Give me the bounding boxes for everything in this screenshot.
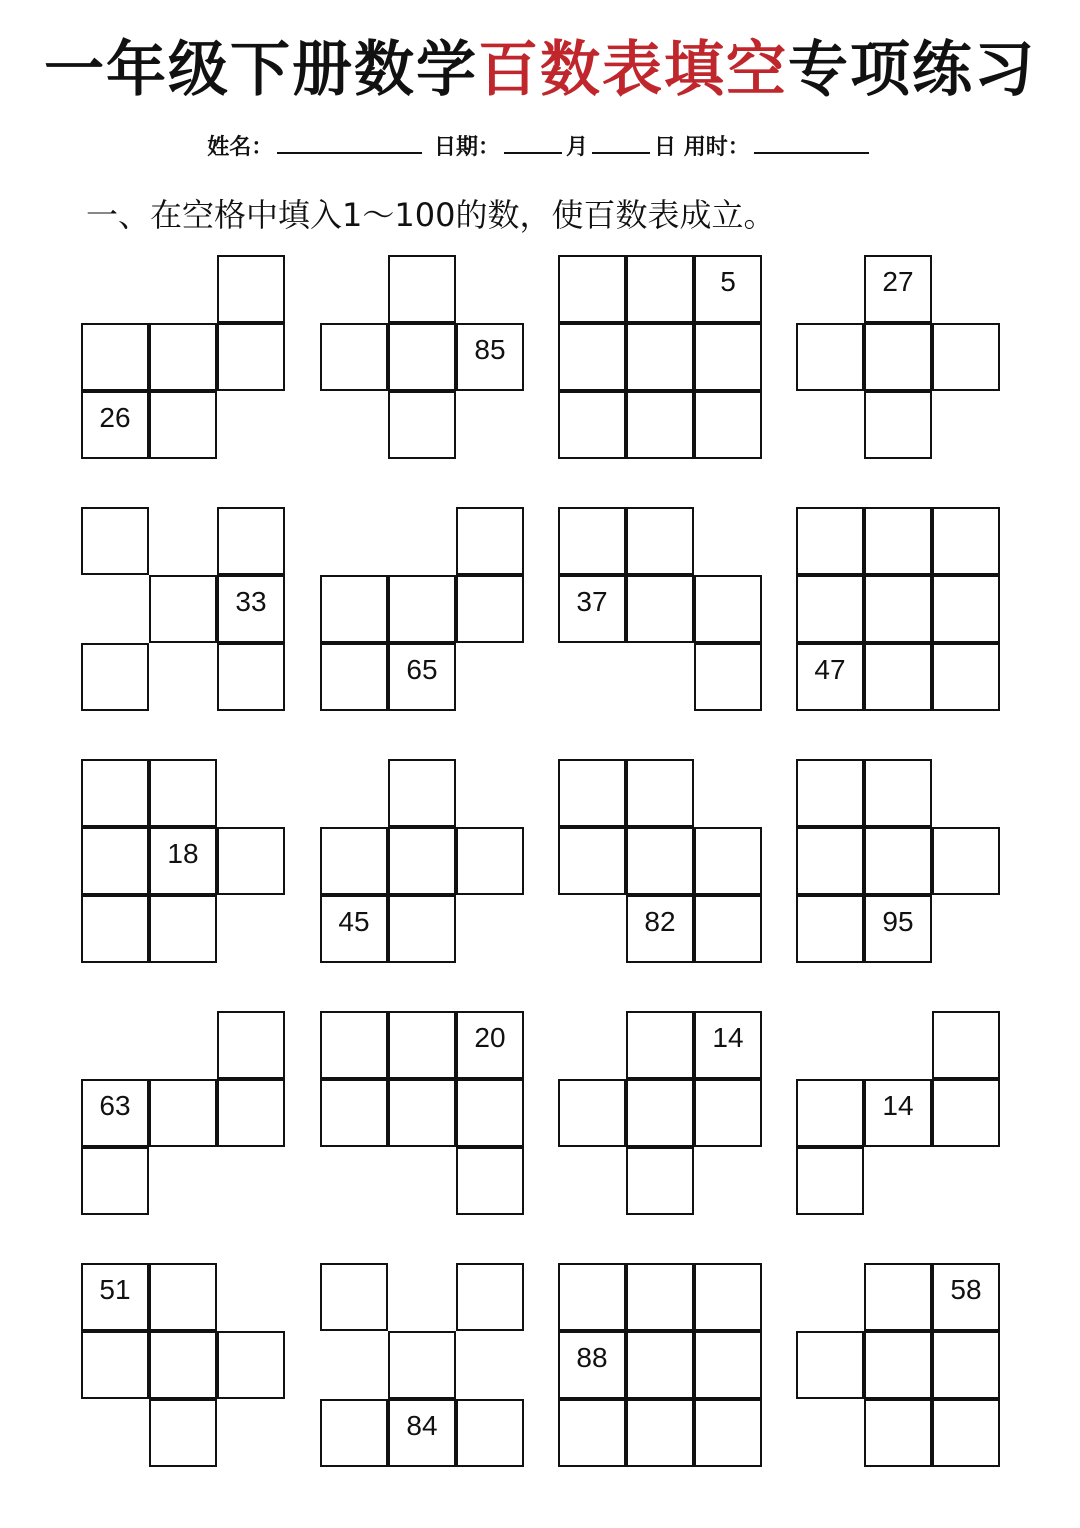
blank-cell[interactable] xyxy=(388,391,456,459)
given-number-cell xyxy=(694,1011,762,1079)
blank-cell[interactable] xyxy=(932,323,1000,391)
instruction-text: 一、在空格中填入1～100的数，使百数表成立。 xyxy=(86,196,776,234)
month-label: 月 xyxy=(565,135,588,160)
blank-cell[interactable] xyxy=(796,507,864,575)
blank-cell[interactable] xyxy=(558,507,626,575)
blank-cell[interactable] xyxy=(320,643,388,711)
blank-cell[interactable] xyxy=(217,1079,285,1147)
blank-cell[interactable] xyxy=(558,827,626,895)
cell-number: 14 xyxy=(882,1090,914,1121)
blank-cell[interactable] xyxy=(217,827,285,895)
given-number-cell xyxy=(694,255,762,323)
blank-cell[interactable] xyxy=(796,759,864,827)
given-number-cell xyxy=(864,255,932,323)
blank-cell[interactable] xyxy=(320,575,388,643)
blank-cell[interactable] xyxy=(456,827,524,895)
blank-cell[interactable] xyxy=(864,1263,932,1331)
title-part2: 专项练习 xyxy=(788,35,1036,105)
blank-cell[interactable] xyxy=(626,1079,694,1147)
cell-number: 88 xyxy=(576,1342,608,1373)
blank-cell[interactable] xyxy=(388,323,456,391)
blank-cell[interactable] xyxy=(320,1263,388,1331)
blank-cell[interactable] xyxy=(864,827,932,895)
cell-number: 58 xyxy=(950,1274,982,1305)
blank-cell[interactable] xyxy=(796,323,864,391)
blank-cell[interactable] xyxy=(932,827,1000,895)
blank-cell[interactable] xyxy=(149,1263,217,1331)
blank-cell[interactable] xyxy=(796,827,864,895)
blank-cell[interactable] xyxy=(81,1147,149,1215)
cell-number: 84 xyxy=(406,1410,438,1441)
given-number-cell xyxy=(217,575,285,643)
blank-cell[interactable] xyxy=(694,391,762,459)
blank-cell[interactable] xyxy=(626,323,694,391)
blank-cell[interactable] xyxy=(388,759,456,827)
blank-cell[interactable] xyxy=(149,895,217,963)
date-label: 日期： xyxy=(433,135,500,160)
cell-number: 20 xyxy=(474,1022,506,1053)
blank-cell[interactable] xyxy=(932,507,1000,575)
cell-number: 27 xyxy=(882,266,914,297)
cell-number: 95 xyxy=(882,906,914,937)
blank-cell[interactable] xyxy=(626,1399,694,1467)
cell-number: 82 xyxy=(644,906,676,937)
blank-cell[interactable] xyxy=(81,507,149,575)
blank-cell[interactable] xyxy=(626,1011,694,1079)
blank-cell[interactable] xyxy=(456,1079,524,1147)
title-highlight: 百数表填空 xyxy=(478,35,788,105)
blank-cell[interactable] xyxy=(694,1399,762,1467)
blank-cell[interactable] xyxy=(864,391,932,459)
blank-cell[interactable] xyxy=(320,1399,388,1467)
blank-cell[interactable] xyxy=(558,391,626,459)
blank-cell[interactable] xyxy=(864,759,932,827)
blank-cell[interactable] xyxy=(558,255,626,323)
blank-cell[interactable] xyxy=(626,391,694,459)
name-label: 姓名： xyxy=(207,135,274,160)
blank-cell[interactable] xyxy=(149,1079,217,1147)
title-part1: 一年级下册数学 xyxy=(44,35,478,105)
blank-cell[interactable] xyxy=(217,1331,285,1399)
blank-cell[interactable] xyxy=(864,1399,932,1467)
blank-cell[interactable] xyxy=(694,1079,762,1147)
cell-number: 45 xyxy=(338,906,370,937)
blank-cell[interactable] xyxy=(388,1331,456,1399)
blank-cell[interactable] xyxy=(694,643,762,711)
blank-cell[interactable] xyxy=(81,643,149,711)
blank-cell[interactable] xyxy=(456,1147,524,1215)
blank-cell[interactable] xyxy=(626,1147,694,1215)
blank-cell[interactable] xyxy=(558,759,626,827)
given-number-cell xyxy=(320,895,388,963)
blank-cell[interactable] xyxy=(81,895,149,963)
cell-number: 14 xyxy=(712,1022,744,1053)
blank-cell[interactable] xyxy=(388,827,456,895)
cell-number: 85 xyxy=(474,334,506,365)
blank-cell[interactable] xyxy=(149,323,217,391)
blank-cell[interactable] xyxy=(456,1263,524,1331)
blank-cell[interactable] xyxy=(388,255,456,323)
given-number-cell xyxy=(864,1079,932,1147)
blank-cell[interactable] xyxy=(796,575,864,643)
given-number-cell xyxy=(81,391,149,459)
given-number-cell xyxy=(796,643,864,711)
blank-cell[interactable] xyxy=(388,1079,456,1147)
blank-cell[interactable] xyxy=(694,575,762,643)
given-number-cell xyxy=(558,1331,626,1399)
blank-cell[interactable] xyxy=(149,759,217,827)
given-number-cell xyxy=(456,1011,524,1079)
blank-cell[interactable] xyxy=(320,323,388,391)
cell-number: 63 xyxy=(99,1090,131,1121)
blank-cell[interactable] xyxy=(456,507,524,575)
given-number-cell xyxy=(558,575,626,643)
blank-cell[interactable] xyxy=(217,1011,285,1079)
blank-cell[interactable] xyxy=(796,1079,864,1147)
time-label: 用时： xyxy=(683,135,750,160)
blank-cell[interactable] xyxy=(217,507,285,575)
cell-number: 5 xyxy=(720,266,736,297)
cell-number: 47 xyxy=(814,654,846,685)
blank-cell[interactable] xyxy=(149,575,217,643)
given-number-cell xyxy=(388,643,456,711)
blank-cell[interactable] xyxy=(796,1147,864,1215)
blank-cell[interactable] xyxy=(558,323,626,391)
given-number-cell xyxy=(388,1399,456,1467)
blank-cell[interactable] xyxy=(320,1011,388,1079)
blank-cell[interactable] xyxy=(217,323,285,391)
cell-number: 65 xyxy=(406,654,438,685)
blank-cell[interactable] xyxy=(388,575,456,643)
blank-cell[interactable] xyxy=(864,1331,932,1399)
blank-cell[interactable] xyxy=(81,759,149,827)
blank-cell[interactable] xyxy=(932,1011,1000,1079)
given-number-cell xyxy=(456,323,524,391)
blank-cell[interactable] xyxy=(558,1079,626,1147)
blank-cell[interactable] xyxy=(932,1079,1000,1147)
cell-number: 18 xyxy=(167,838,199,869)
blank-cell[interactable] xyxy=(456,1399,524,1467)
blank-cell[interactable] xyxy=(864,643,932,711)
blank-cell[interactable] xyxy=(864,507,932,575)
blank-cell[interactable] xyxy=(864,323,932,391)
blank-cell[interactable] xyxy=(558,1399,626,1467)
blank-cell[interactable] xyxy=(456,575,524,643)
given-number-cell xyxy=(81,1263,149,1331)
blank-cell[interactable] xyxy=(626,759,694,827)
given-number-cell xyxy=(149,827,217,895)
blank-cell[interactable] xyxy=(217,255,285,323)
blank-cell[interactable] xyxy=(81,1331,149,1399)
blank-cell[interactable] xyxy=(388,895,456,963)
blank-cell[interactable] xyxy=(626,1331,694,1399)
blank-cell[interactable] xyxy=(796,895,864,963)
blank-cell[interactable] xyxy=(626,255,694,323)
blank-cell[interactable] xyxy=(626,575,694,643)
blank-cell[interactable] xyxy=(932,1331,1000,1399)
blank-cell[interactable] xyxy=(932,643,1000,711)
blank-cell[interactable] xyxy=(626,827,694,895)
blank-cell[interactable] xyxy=(81,323,149,391)
cell-number: 26 xyxy=(99,402,131,433)
blank-cell[interactable] xyxy=(149,1331,217,1399)
blank-cell[interactable] xyxy=(694,1263,762,1331)
cell-number: 51 xyxy=(99,1274,131,1305)
blank-cell[interactable] xyxy=(149,391,217,459)
blank-cell[interactable] xyxy=(864,575,932,643)
given-number-cell xyxy=(932,1263,1000,1331)
blank-cell[interactable] xyxy=(626,1263,694,1331)
given-number-cell xyxy=(626,895,694,963)
blank-cell[interactable] xyxy=(694,323,762,391)
blank-cell[interactable] xyxy=(626,507,694,575)
given-number-cell xyxy=(81,1079,149,1147)
blank-cell[interactable] xyxy=(796,1331,864,1399)
blank-cell[interactable] xyxy=(388,1011,456,1079)
day-label: 日 xyxy=(654,135,677,160)
blank-cell[interactable] xyxy=(694,895,762,963)
cell-number: 33 xyxy=(235,586,267,617)
blank-cell[interactable] xyxy=(320,1079,388,1147)
blank-cell[interactable] xyxy=(694,1331,762,1399)
blank-cell[interactable] xyxy=(694,827,762,895)
cell-number: 37 xyxy=(576,586,608,617)
blank-cell[interactable] xyxy=(558,1263,626,1331)
blank-cell[interactable] xyxy=(932,1399,1000,1467)
blank-cell[interactable] xyxy=(932,575,1000,643)
given-number-cell xyxy=(864,895,932,963)
blank-cell[interactable] xyxy=(149,1399,217,1467)
blank-cell[interactable] xyxy=(320,827,388,895)
blank-cell[interactable] xyxy=(81,827,149,895)
blank-cell[interactable] xyxy=(217,643,285,711)
